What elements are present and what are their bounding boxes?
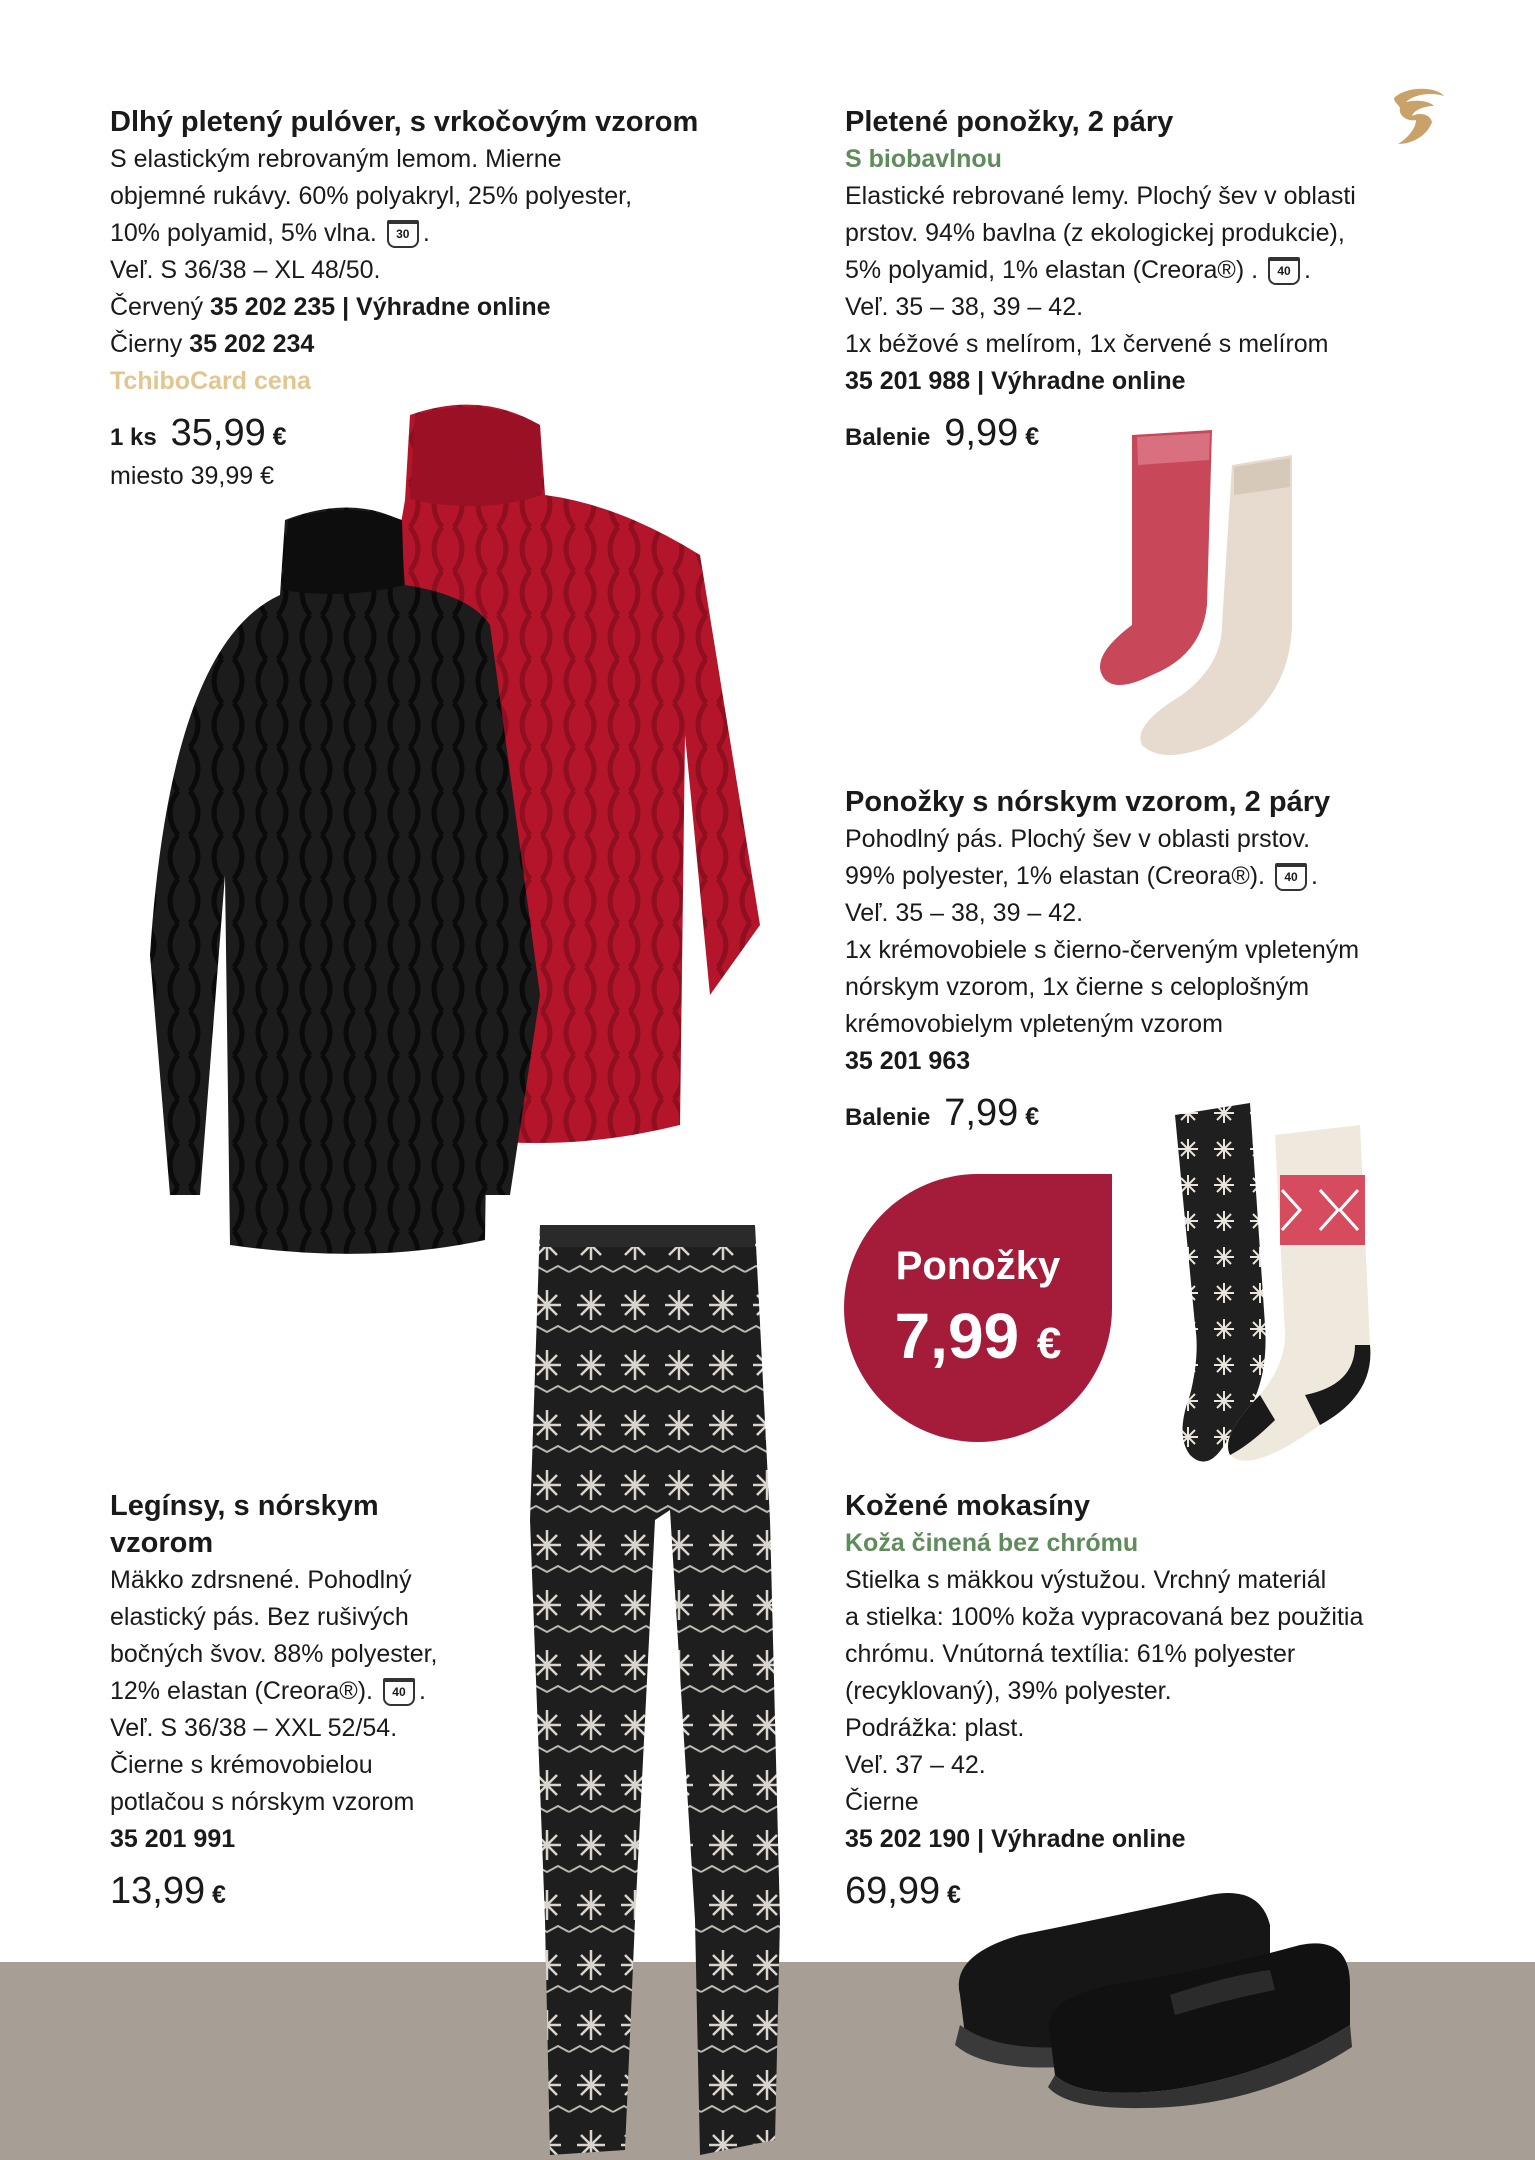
sweaters-image	[140, 395, 770, 1265]
loafers-color: Čierne	[845, 1788, 919, 1816]
sweater-info: Dlhý pletený pulóver, s vrkočovým vzorom S elastickým rebrovaným lemom. Mierne objemné rukávy. 60% polyakryl, 25% polyester, 10% polyamid, 5% vlna. 30 . Veľ. S 36/38 – XL 48/50. Červený 35 202 235 | Výhradne online Čierny 35 202 234 TchiboCard cena 1 ks 35,99 € miesto 39,99 €	[110, 106, 699, 490]
loafers-price: 69,99	[845, 1870, 941, 1912]
sweater-desc-1: S elastickým rebrovaným lemom. Mierne	[110, 145, 562, 173]
nordic-socks-image	[1170, 1095, 1385, 1490]
leggings-image	[525, 1220, 795, 2160]
leggings-currency: €	[212, 1881, 226, 1909]
loafers-currency: €	[947, 1881, 961, 1909]
loafers-image	[940, 1875, 1360, 2110]
leggings-desc-3: bočných švov. 88% polyester,	[110, 1640, 438, 1668]
badge-currency: €	[1036, 1319, 1062, 1368]
socks-bio-title: Pletené ponožky, 2 páry	[845, 106, 1174, 138]
loafers-subtitle: Koža činená bez chrómu	[845, 1529, 1139, 1557]
socks-nordic-colors-2: nórskym vzorom, 1x čierne s celoplošným	[845, 973, 1310, 1001]
loafers-title: Kožené mokasíny	[845, 1490, 1090, 1522]
socks-bio-size: Veľ. 35 – 38, 39 – 42.	[845, 293, 1084, 321]
sweater-black-label: Čierny	[110, 330, 183, 358]
loafers-desc-2: a stielka: 100% koža vypracovaná bez použitia	[845, 1603, 1364, 1631]
socks-bio-desc-3: 5% polyamid, 1% elastan (Creora®) .	[845, 256, 1259, 284]
socks-nordic-code: 35 201 963	[845, 1047, 971, 1075]
loafers-size: Veľ. 37 – 42.	[845, 1751, 986, 1779]
leggings-color-2: potlačou s nórskym vzorom	[110, 1788, 415, 1816]
leggings-desc-4: 12% elastan (Creora®).	[110, 1677, 373, 1705]
tchibo-logo-icon	[1384, 82, 1452, 150]
socks-nordic-title: Ponožky s nórskym vzorom, 2 páry	[845, 786, 1331, 818]
leggings-desc-2: elastický pás. Bez rušivých	[110, 1603, 409, 1631]
wash-care-icon: 40	[1268, 257, 1300, 285]
socks-price-badge	[844, 1174, 1112, 1442]
socks-nordic-colors-3: krémovobielym vpleteným vzorom	[845, 1010, 1223, 1038]
wash-care-icon: 40	[383, 1678, 415, 1706]
socks-nordic-desc-1: Pohodlný pás. Plochý šev v oblasti prstov.	[845, 825, 1311, 853]
loafers-desc-3: chrómu. Vnútorná textília: 61% polyester	[845, 1640, 1296, 1668]
bio-socks-image	[1092, 425, 1312, 765]
sweater-desc-2: objemné rukávy. 60% polyakryl, 25% polyester,	[110, 182, 633, 210]
sweater-price: 35,99	[170, 412, 266, 454]
sweater-red-label: Červený	[110, 293, 204, 321]
leggings-color-1: Čierne s krémovobielou	[110, 1751, 373, 1779]
badge-price: 7,99	[894, 1300, 1020, 1372]
badge-label: Ponožky	[895, 1244, 1061, 1288]
socks-bio-currency: €	[1025, 423, 1040, 451]
loafers-info	[845, 1488, 1363, 1918]
socks-nordic-info: Ponožky s nórskym vzorom, 2 páry Pohodlný pás. Plochý šev v oblasti prstov. 99% polyester, 1% elastan (Creora®). 40 . Veľ. 35 – 38, 39 – 42. 1x krémovobiele s čierno-červeným vpleteným nórskym vzorom, 1x čierne s celoplošným krémovobielym vpleteným vzorom 35 201 963 Balenie 7,99 €	[845, 786, 1360, 1134]
socks-bio-colors: 1x béžové s melírom, 1x červené s melírom	[845, 330, 1329, 358]
leggings-size: Veľ. S 36/38 – XXL 52/54.	[110, 1714, 398, 1742]
socks-nordic-colors-1: 1x krémovobiele s čierno-červeným vpleteným	[845, 936, 1360, 964]
leggings-price: 13,99	[110, 1870, 206, 1912]
sweater-black-code: 35 202 234	[189, 330, 315, 358]
socks-bio-pack-label: Balenie	[845, 424, 931, 451]
sweater-desc-3: 10% polyamid, 5% vlna.	[110, 219, 377, 247]
sweater-title: Dlhý pletený pulóver, s vrkočovým vzorom	[110, 106, 699, 138]
socks-nordic-desc-2: 99% polyester, 1% elastan (Creora®).	[845, 862, 1266, 890]
loafers-desc-4: (recyklovaný), 39% polyester.	[845, 1677, 1172, 1705]
socks-bio-code: 35 201 988 | Výhradne online	[845, 367, 1186, 395]
socks-nordic-price: 7,99	[944, 1092, 1019, 1134]
leggings-desc-1: Mäkko zdrsnené. Pohodlný	[110, 1566, 412, 1594]
wash-care-icon: 30	[387, 220, 419, 248]
sweater-red-code: 35 202 235 | Výhradne online	[210, 293, 551, 321]
socks-bio-subtitle: S biobavlnou	[845, 145, 1002, 173]
loafers-code: 35 202 190 | Výhradne online	[845, 1825, 1186, 1853]
loafers-desc-5: Podrážka: plast.	[845, 1714, 1025, 1742]
leggings-code: 35 201 991	[110, 1825, 236, 1853]
leggings-info: Legínsy, s nórskym vzorom Mäkko zdrsnené. Pohodlný elastický pás. Bez rušivých bočných švov. 88% polyester, 12% elastan (Creora®). 40 . Veľ. S 36/38 – XXL 52/54. Čierne s krémovobielou potlačou s nórskym vzorom 35 201 991 13,99 €	[110, 1490, 438, 1912]
leggings-title-1: Legínsy, s nórskym	[110, 1490, 379, 1522]
sweater-old-price: miesto 39,99 €	[110, 462, 274, 490]
socks-bio-desc-1: Elastické rebrované lemy. Plochý šev v oblasti	[845, 182, 1356, 210]
loafers-desc-1: Stielka s mäkkou výstužou. Vrchný materiál	[845, 1566, 1327, 1594]
sweater-qty: 1 ks	[110, 424, 157, 451]
socks-nordic-currency: €	[1025, 1103, 1040, 1131]
wash-care-icon: 40	[1275, 863, 1307, 891]
sweater-size: Veľ. S 36/38 – XL 48/50.	[110, 256, 381, 284]
socks-bio-price: 9,99	[944, 412, 1019, 454]
socks-nordic-size: Veľ. 35 – 38, 39 – 42.	[845, 899, 1084, 927]
socks-bio-desc-2: prstov. 94% bavlna (z ekologickej produkcie),	[845, 219, 1345, 247]
sweater-currency: €	[272, 423, 287, 451]
socks-bio-info: Pletené ponožky, 2 páry S biobavlnou Elastické rebrované lemy. Plochý šev v oblasti prstov. 94% bavlna (z ekologickej produkcie), 5% polyamid, 1% elastan (Creora®) . 40 . Veľ. 35 – 38, 39 – 42. 1x béžové s melírom, 1x červené s melírom 35 201 988 | Výhradne online Balenie 9,99 €	[845, 106, 1356, 454]
tchibocard-price-label: TchiboCard cena	[110, 367, 311, 395]
socks-nordic-pack-label: Balenie	[845, 1104, 931, 1131]
leggings-title-2: vzorom	[110, 1527, 214, 1559]
